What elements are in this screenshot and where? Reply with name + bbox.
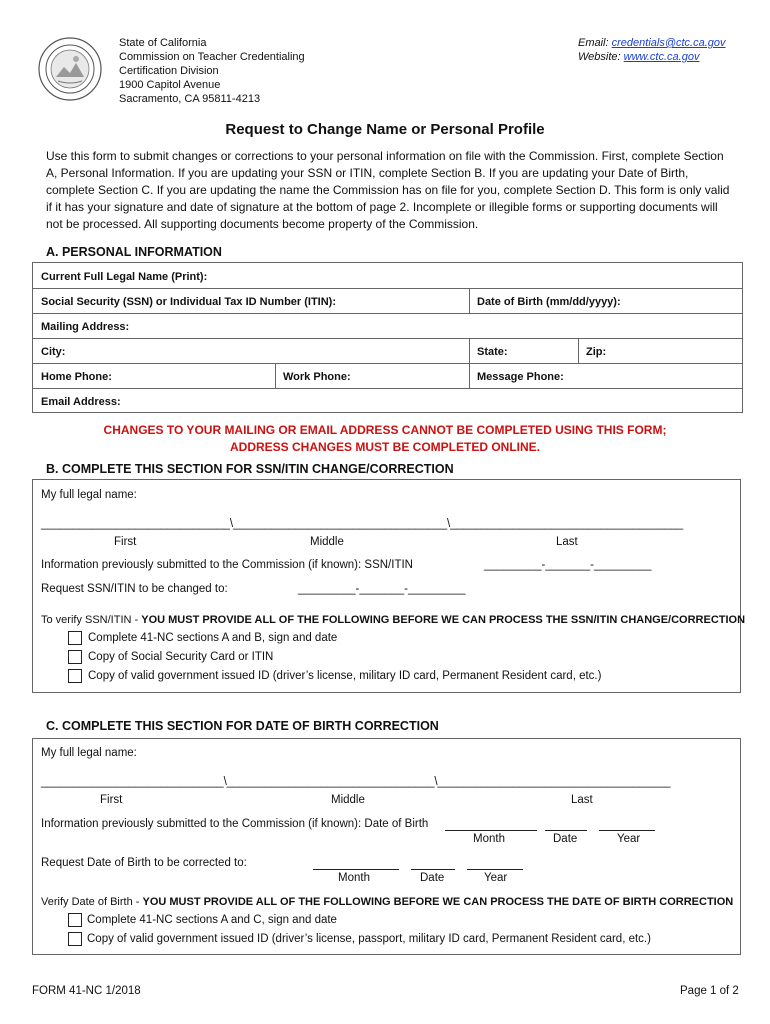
checklist-item: Copy of valid government issued ID (driver’s license, passport, military ID card, Permanent Resident card, etc.) [87,933,651,945]
ssn-field[interactable]: Social Security (SSN) or Individual Tax ID Number (ITIN): [41,296,337,308]
section-a-heading: A. PERSONAL INFORMATION [46,245,222,259]
address-line: Sacramento, CA 95811-4213 [119,93,261,105]
request-dob-label: Request Date of Birth to be corrected to: [41,857,247,869]
previous-ssn-field[interactable]: _________-_______-_________ [484,559,652,571]
section-b-heading: B. COMPLETE THIS SECTION FOR SSN/ITIN CHANGE/CORRECTION [46,462,454,476]
contact-info [578,36,726,64]
full-name-label: My full legal name: [41,489,137,501]
last-label: Last [556,536,578,548]
state-seal-logo [38,37,102,101]
address-line: 1900 Capitol Avenue [119,79,221,91]
year-label: Year [484,872,508,884]
page-number: Page 1 of 2 [680,985,739,997]
legal-name-field[interactable]: Current Full Legal Name (Print): [41,271,208,283]
checkbox-complete-41nc-ab[interactable] [68,631,82,645]
previous-dob-year-field[interactable] [599,830,655,831]
previous-dob-date-field[interactable] [545,830,587,831]
email-link[interactable]: credentials@ctc.ca.gov [611,37,726,49]
address-warning [0,422,770,456]
state-field[interactable]: State: [477,346,508,358]
name-line[interactable]: ______________________________\__________________________________\_____________________________________ [41,518,684,530]
form-id: FORM 41-NC 1/2018 [32,985,141,997]
full-name-label: My full legal name: [41,747,137,759]
zip-field[interactable]: Zip: [586,346,607,358]
first-label: First [100,794,123,806]
email-label: Email: [578,37,609,49]
address-line: Certification Division [119,65,219,77]
section-b-box [32,479,746,693]
message-phone-field[interactable]: Message Phone: [477,371,564,383]
checkbox-complete-41nc-ac[interactable] [68,913,82,927]
month-label: Month [338,872,370,884]
request-ssn-field[interactable]: _________-_______-_________ [298,583,466,595]
section-c-heading: C. COMPLETE THIS SECTION FOR DATE OF BIRTH CORRECTION [46,719,439,733]
request-dob-year-field[interactable] [467,869,523,870]
ssn-verify-instructions: To verify SSN/ITIN - YOU MUST PROVIDE ALL OF THE FOLLOWING BEFORE WE CAN PROCESS THE SSN/ITIN CHANGE/CORRECTION [41,614,746,626]
name-line[interactable]: _____________________________\_________________________________\_____________________________________ [41,776,671,788]
address-line: State of California [119,37,207,49]
agency-address [119,36,305,106]
request-dob-date-field[interactable] [411,869,455,870]
middle-label: Middle [310,536,344,548]
request-ssn-label: Request SSN/ITIN to be changed to: [41,583,228,595]
checklist-item: Copy of valid government issued ID (driver’s license, military ID card, Permanent Resident card, etc.) [88,670,602,682]
previous-dob-month-field[interactable] [445,830,537,831]
city-field[interactable]: City: [41,346,66,358]
mailing-address-field[interactable]: Mailing Address: [41,321,130,333]
checklist-item: Copy of Social Security Card or ITIN [88,651,274,663]
intro-paragraph: Use this form to submit changes or corrections to your personal information on file with the Commission. First, complete Section A, Personal Information. If you are updating your SSN or ITIN, complete Section B. If you are updating your Date of Birth, complete Section C. If you are updating the name the Commission has on file for you, complete Section D. This form is only valid if it has your signature and date of signature at the bottom of page 2. Incomplete or illegible forms or supporting documents will not be processed. All supporting documents become property of the Commission. [46,149,730,231]
previous-dob-label: Information previously submitted to the Commission (if known): Date of Birth [41,818,429,830]
middle-label: Middle [331,794,365,806]
home-phone-field[interactable]: Home Phone: [41,371,112,383]
section-a-table [32,262,743,413]
website-label: Website: [578,51,621,63]
website-link[interactable]: www.ctc.ca.gov [623,51,700,63]
email-address-field[interactable]: Email Address: [41,396,121,408]
section-c-box [32,738,741,955]
request-dob-month-field[interactable] [313,869,399,870]
warning-line: ADDRESS CHANGES MUST BE COMPLETED ONLINE. [229,440,541,454]
first-label: First [114,536,137,548]
work-phone-field[interactable]: Work Phone: [283,371,351,383]
dob-field[interactable]: Date of Birth (mm/dd/yyyy): [477,296,621,308]
address-line: Commission on Teacher Credentialing [119,51,305,63]
previous-ssn-label: Information previously submitted to the Commission (if known): SSN/ITIN [41,559,413,571]
checkbox-government-id[interactable] [68,669,82,683]
year-label: Year [617,833,641,845]
last-label: Last [571,794,593,806]
checklist-item: Complete 41-NC sections A and B, sign and date [88,632,338,644]
checkbox-government-id[interactable] [68,932,82,946]
date-label: Date [553,833,578,845]
month-label: Month [473,833,505,845]
checkbox-ssn-card[interactable] [68,650,82,664]
dob-verify-instructions: Verify Date of Birth - YOU MUST PROVIDE ALL OF THE FOLLOWING BEFORE WE CAN PROCESS THE DATE OF BIRTH CORRECTION [41,896,734,908]
date-label: Date [420,872,445,884]
checklist-item: Complete 41-NC sections A and C, sign and date [87,914,337,926]
warning-line: CHANGES TO YOUR MAILING OR EMAIL ADDRESS CANNOT BE COMPLETED USING THIS FORM; [103,423,667,437]
page-title: Request to Change Name or Personal Profile [225,121,545,138]
